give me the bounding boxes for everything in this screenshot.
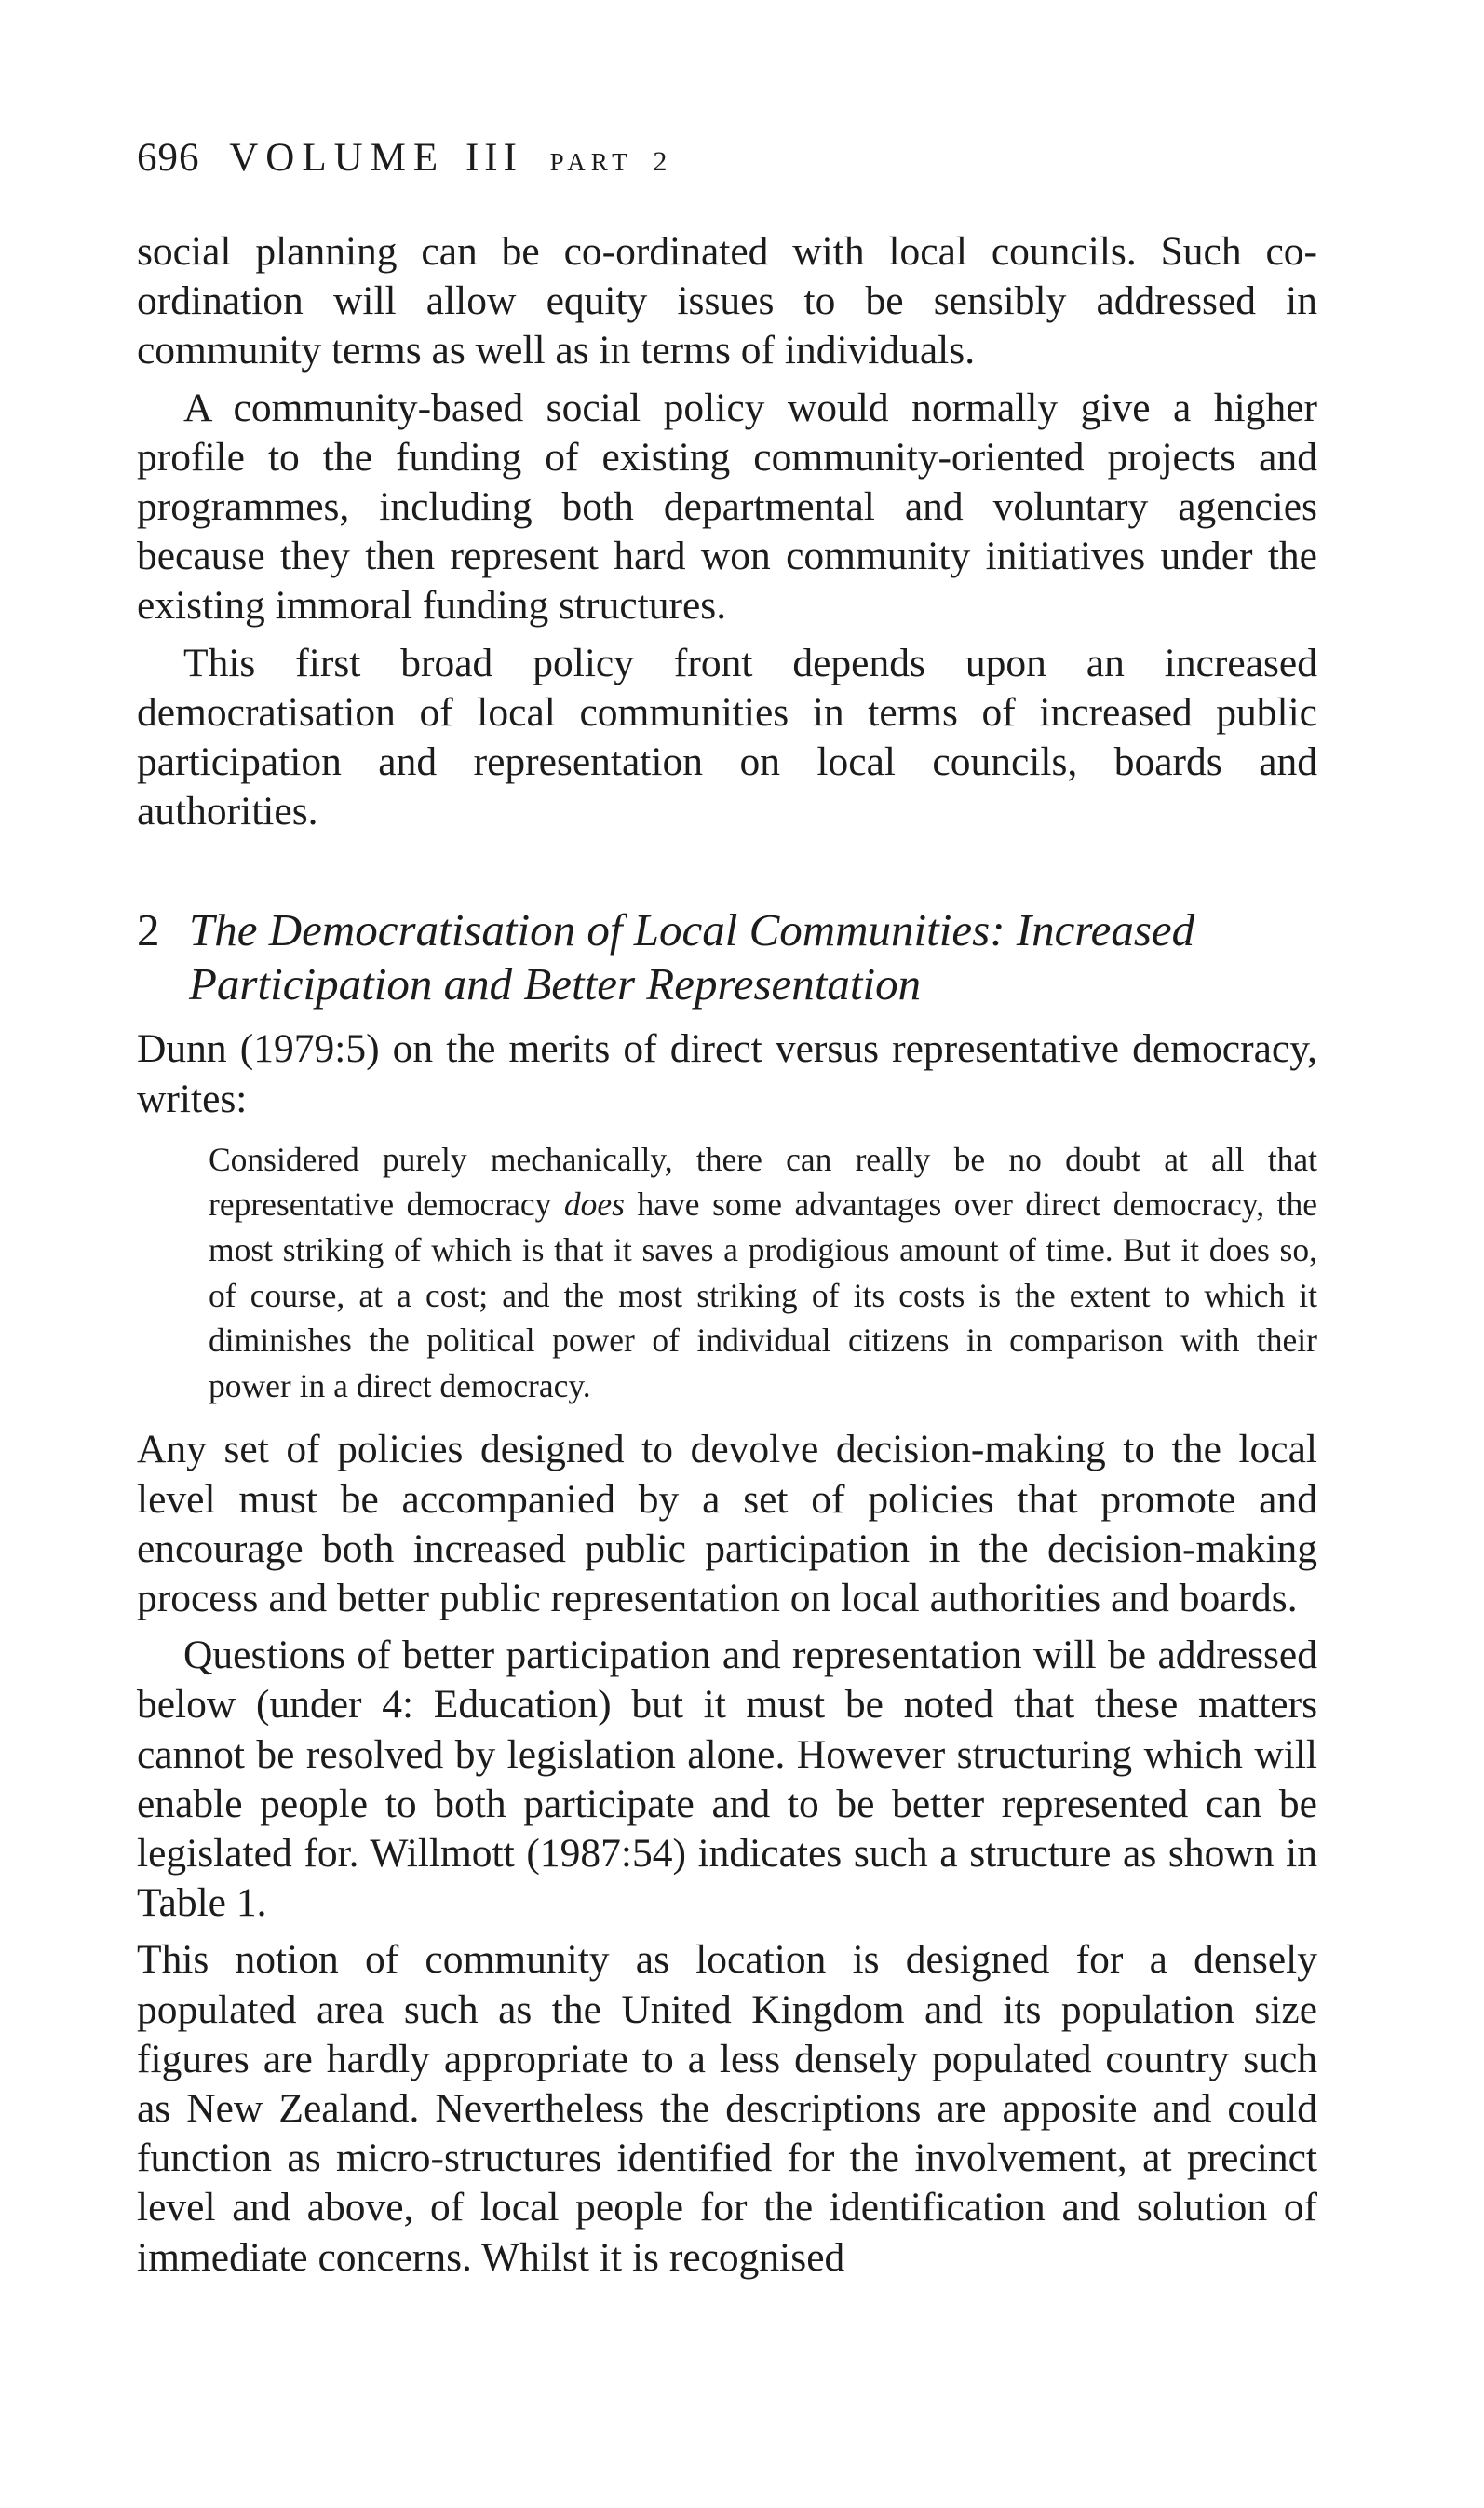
running-head [137,132,1317,188]
book-page [137,132,1317,2283]
section-number: 2 [137,904,160,956]
part-label: PART [549,148,633,176]
paragraph-devolve-decision-making: Any set of policies designed to devolve decision-making to the local level must be accompanied by a set of policies that promote and encourage both increased public participation in the decision-making process and better public representation on local authorities and boards. [137,1427,1317,1621]
quote-text-part2: have some advantages over direct democracy, the most striking of which is that it saves a prodigious amount of time. But it does so, of course, at a cost; and the most striking of its costs is the extent to which it diminishes the political power of individual citizens in comparison with their power in a direct democracy. [209,1186,1317,1404]
paragraph-community-based-policy: A community-based social policy would normally give a higher profile to the funding of existing community-oriented projects and programmes, including both departmental and voluntary agencies because they then represent hard won community initiatives under the existing immoral funding structures. [137,385,1317,629]
paragraph-community-as-location: This notion of community as location is designed for a densely populated area such as the United Kingdom and its population size figures are hardly appropriate to a less densely populated country such as New Zealand. Nevertheless the descriptions are apposite and could function as micro-structures identified for the involvement, at precinct level and above, of local people for the identification and solution of immediate concerns. Whilst it is recognised [137,1937,1317,2280]
part-number: 2 [653,146,668,177]
quote-text [209,1137,1317,1409]
volume-label: VOLUME [229,136,446,180]
quote-emphasis: does [563,1186,625,1224]
paragraph-continuation: social planning can be co-ordinated with local councils. Such co-ordination will allow equity issues to be sensibly addressed in community terms as well as in terms of individuals. [137,229,1317,373]
volume-number: III [465,136,522,180]
section-heading [137,903,1317,1011]
paragraph-participation-questions: Questions of better participation and representation will be addressed below (under 4: Education) but it must be noted that these matters cannot be resolved by legislation alone. However structuring which will enable people to both participate and to be better represented can be legislated for. Willmott (1987:54) indicates such a structure as shown in Table 1. [137,1633,1317,1926]
quote-text-part1: Considered purely mechanically, there can really be no doubt at all that representative democracy [209,1140,1317,1224]
block-quote [209,1137,1317,1409]
paragraph-dunn-intro: Dunn (1979:5) on the merits of direct versus representative democracy, writes: [137,1026,1317,1121]
paragraph-first-policy-front: This first broad policy front depends upon an increased democratisation of local communities in terms of increased public participation and representation on local councils, boards and authorities. [137,640,1317,834]
page-number: 696 [137,136,200,180]
section-title: The Democratisation of Local Communities: Increased Participation and Better Representation [189,904,1195,1010]
